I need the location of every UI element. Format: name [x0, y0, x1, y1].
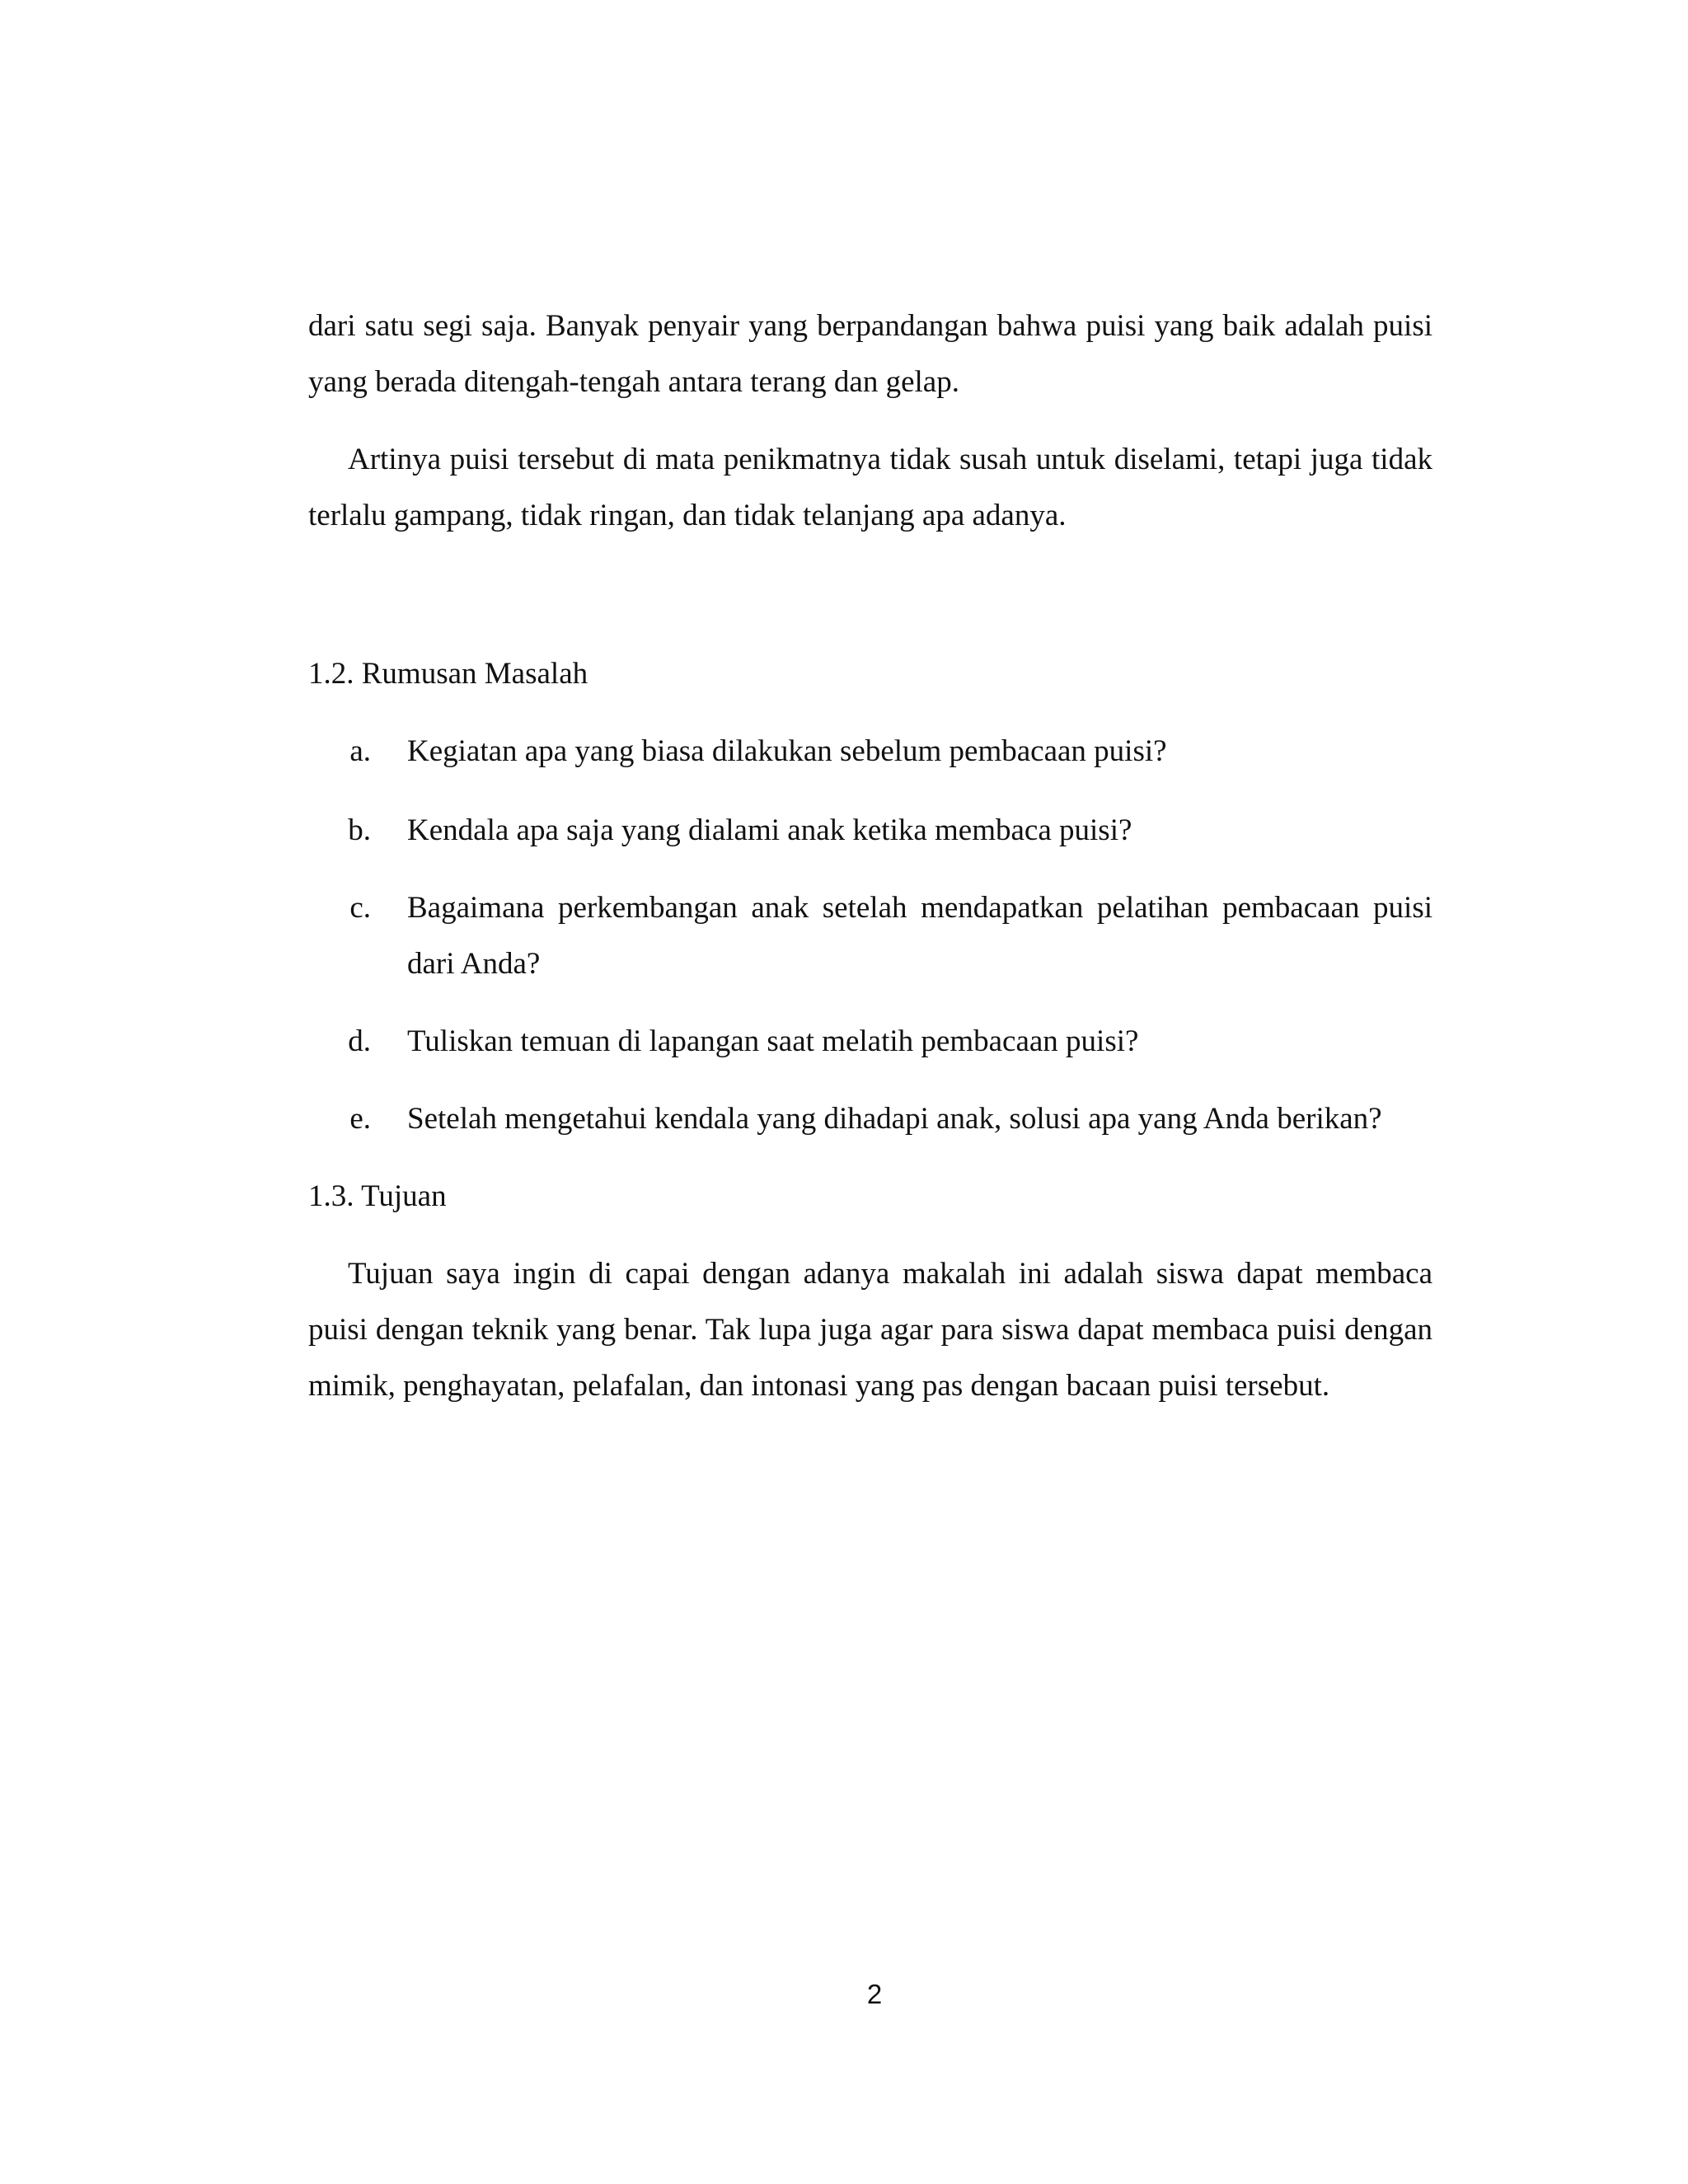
list-text: Tuliskan temuan di lapangan saat melatih pembacaan puisi?	[407, 1024, 1139, 1058]
list-marker: b.	[348, 813, 371, 847]
paragraph-intro-continuation: dari satu segi saja. Banyak penyair yang berpandangan bahwa puisi yang baik adalah puisi yang berada ditengah-tengah antara terang dan gelap.	[308, 309, 1432, 399]
list-text: Bagaimana perkembangan anak setelah mendapatkan pelatihan pembacaan puisi dari Anda?	[407, 891, 1432, 981]
list-marker: d.	[348, 1024, 371, 1058]
page-number: 2	[866, 1979, 883, 2009]
list-marker: c.	[349, 891, 371, 925]
list-text: Setelah mengetahui kendala yang dihadapi anak, solusi apa yang Anda berikan?	[407, 1102, 1382, 1136]
heading-tujuan: 1.3. Tujuan	[308, 1179, 447, 1213]
list-text: Kegiatan apa yang biasa dilakukan sebelum pembacaan puisi?	[407, 734, 1167, 768]
paragraph-artinya: Artinya puisi tersebut di mata penikmatnya tidak susah untuk diselami, tetapi juga tidak terlalu gampang, tidak ringan, dan tidak telanjang apa adanya.	[308, 443, 1432, 532]
paragraph-tujuan: Tujuan saya ingin di capai dengan adanya makalah ini adalah siswa dapat membaca puisi dengan teknik yang benar. Tak lupa juga agar para siswa dapat membaca puisi dengan mimik, penghayatan, pelafalan, dan intonasi yang pas dengan bacaan puisi tersebut.	[308, 1257, 1432, 1403]
list-text: Kendala apa saja yang dialami anak ketika membaca puisi?	[407, 813, 1132, 847]
list-marker: e.	[349, 1102, 371, 1136]
heading-rumusan-masalah: 1.2. Rumusan Masalah	[308, 657, 588, 691]
list-marker: a.	[349, 734, 371, 768]
